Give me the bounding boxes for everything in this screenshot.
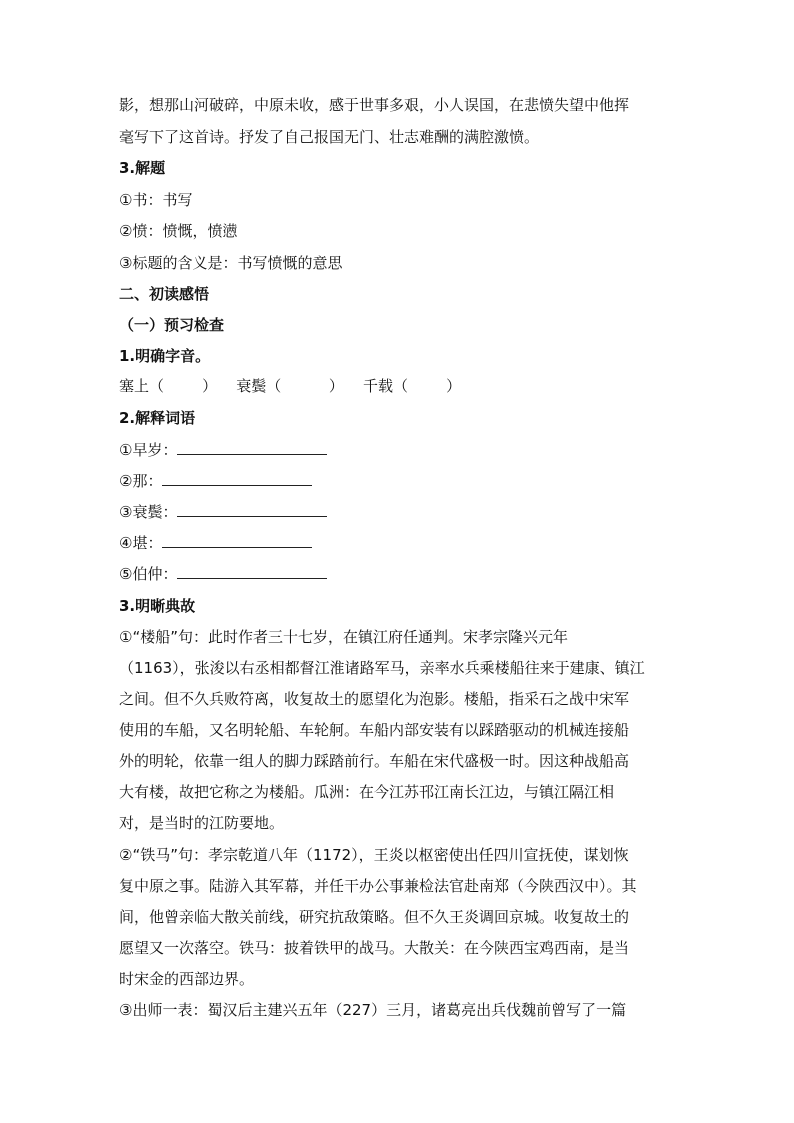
jieti-item-2: ②愤：愤慨，愤懑 [119, 222, 238, 240]
answer-blank[interactable] [177, 502, 327, 517]
part-heading: 二、初读感悟 [119, 285, 210, 303]
allusion-1-line: 之间。但不久兵败符离，收复故土的愿望化为泡影。楼船，指采石之战中宋军 [119, 690, 630, 708]
subheading-preview: （一）预习检查 [119, 316, 225, 334]
word-label: ②那： [119, 472, 163, 490]
jieti-item-1: ①书：书写 [119, 191, 193, 209]
word-item-2 [119, 471, 312, 491]
section-heading-jieti: 3.解题 [119, 159, 166, 177]
allusion-2-line: 复中原之事。陆游入其军幕，并任干办公事兼检法官赴南郑（今陕西汉中）。其 [119, 877, 637, 895]
allusion-1-line: （1163），张浚以右丞相都督江淮诸路军马，亲率水兵乘楼船往来于建康、镇江 [119, 659, 645, 677]
allusion-1-line: 外的明轮，依靠一组人的脚力踩踏前行。车船在宋代盛极一时。因这种战船高 [119, 752, 630, 770]
allusion-1-line: ①“楼船”句：此时作者三十七岁，在镇江府任通判。宋孝宗隆兴元年 [119, 628, 568, 646]
word-label: ④堪： [119, 534, 163, 552]
word-item-3 [119, 502, 327, 522]
intro-line-1: 影，想那山河破碎，中原未收，感于世事多艰，小人误国，在悲愤失望中他挥 [119, 96, 630, 114]
answer-blank[interactable] [162, 533, 312, 548]
allusion-3-line: ③出师一表：蜀汉后主建兴五年（227）三月，诸葛亮出兵伐魏前曾写了一篇 [119, 1001, 627, 1019]
answer-blank[interactable] [177, 564, 327, 579]
word-label: ⑤伯仲： [119, 565, 178, 583]
question-2-heading: 2.解释词语 [119, 409, 196, 427]
allusion-2-line: 愿望又一次落空。铁马：披着铁甲的战马。大散关：在今陕西宝鸡西南，是当 [119, 939, 630, 957]
allusion-1-line: 对，是当时的江防要地。 [119, 814, 285, 832]
question-1-heading: 1.明确字音。 [119, 347, 211, 365]
question-3-heading: 3.明晰典故 [119, 597, 196, 615]
word-item-1 [119, 440, 327, 460]
answer-blank[interactable] [162, 471, 312, 486]
word-label: ③衰鬓： [119, 503, 178, 521]
word-item-5 [119, 564, 327, 584]
intro-line-2: 毫写下了这首诗。抒发了自己报国无门、壮志难酬的满腔激愤。 [119, 128, 540, 146]
allusion-2-line: ②“铁马”句：孝宗乾道八年（1172），王炎以枢密使出任四川宣抚使，谋划恢 [119, 846, 629, 864]
allusion-1-line: 使用的车船，又名明轮船、车轮舸。车船内部安装有以踩踏驱动的机械连接船 [119, 721, 630, 739]
allusion-1-line: 大有楼，故把它称之为楼船。瓜洲：在今江苏邗江南长江边，与镇江隔江相 [119, 783, 615, 801]
jieti-item-3: ③标题的含义是：书写愤慨的意思 [119, 254, 343, 272]
word-item-4 [119, 533, 312, 553]
word-label: ①早岁： [119, 441, 178, 459]
pronunciation-line: 塞上（ ） 衰鬓（ ） 千载（ ） [119, 377, 462, 395]
allusion-2-line: 间，他曾亲临大散关前线，研究抗敌策略。但不久王炎调回京城。收复故土的 [119, 908, 630, 926]
answer-blank[interactable] [177, 440, 327, 455]
allusion-2-line: 时宋金的西部边界。 [119, 970, 255, 988]
